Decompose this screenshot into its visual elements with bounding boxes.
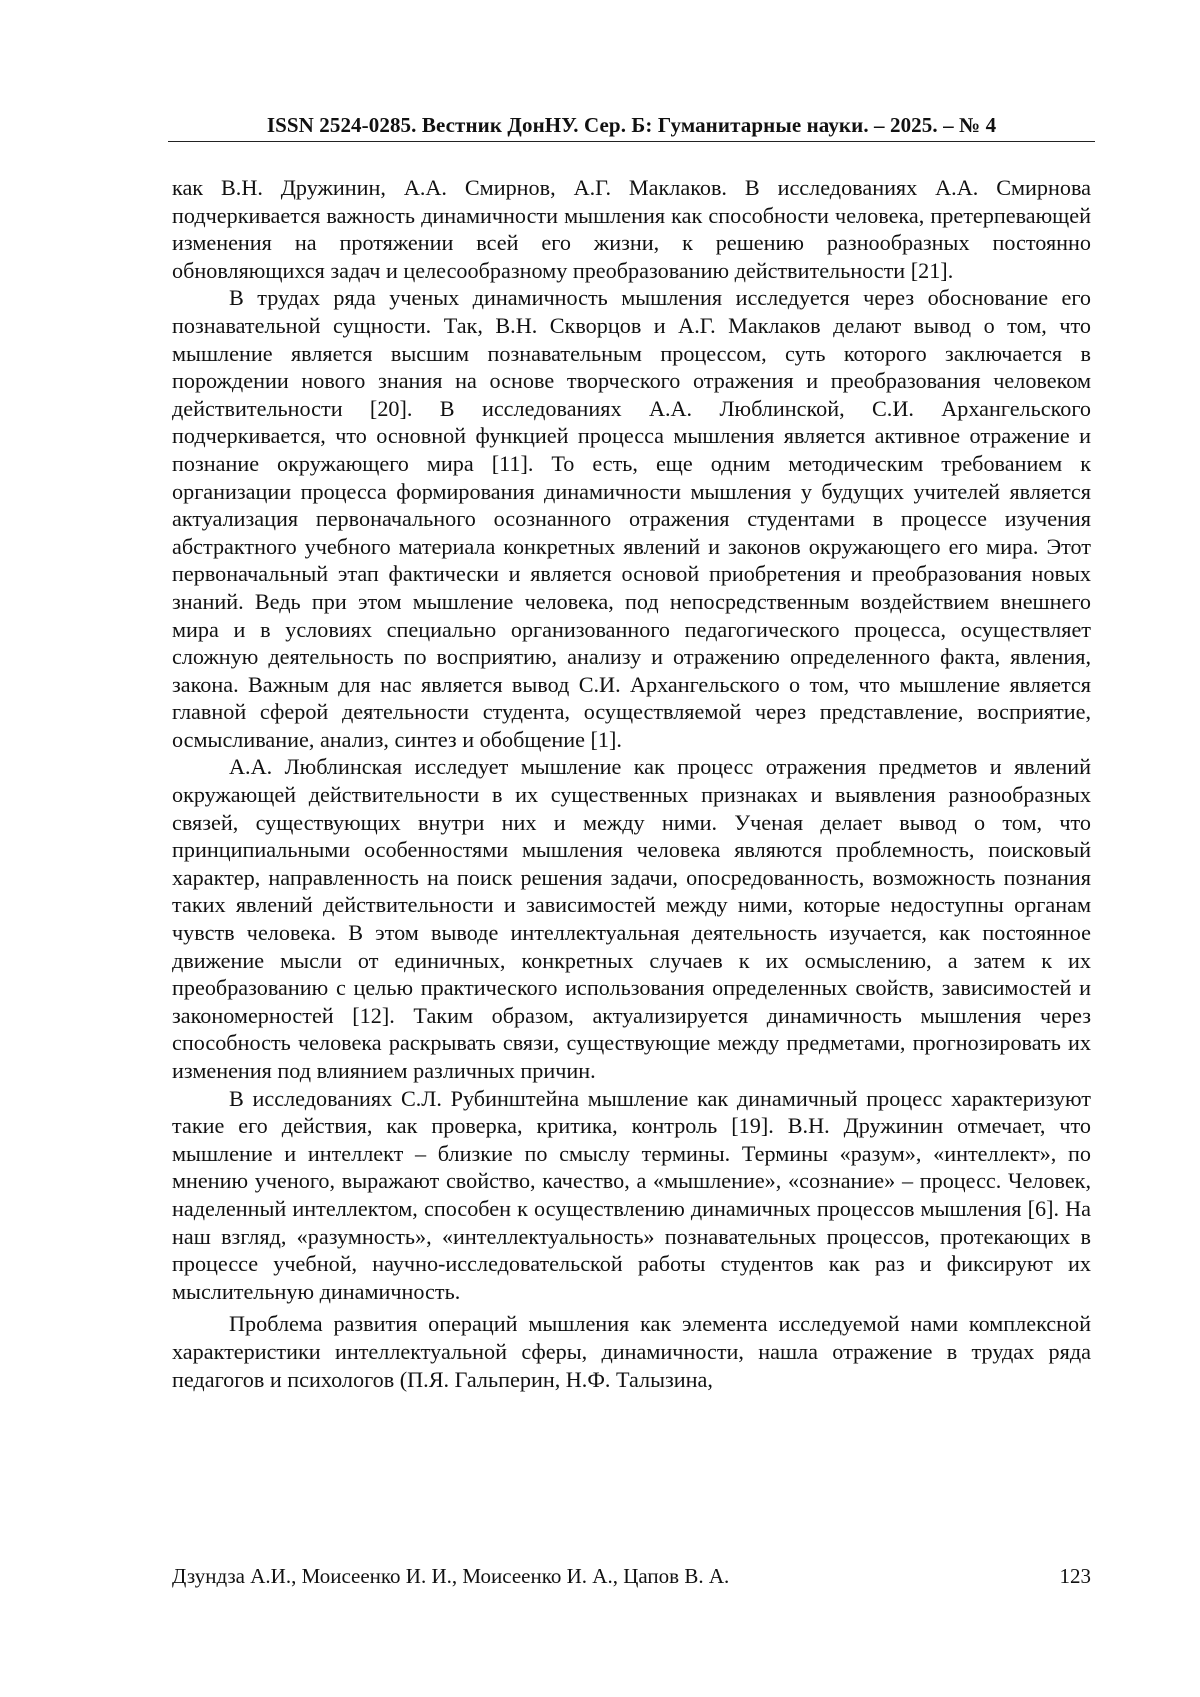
- paragraph: Проблема развития операций мышления как элемента исследуемой нами комплексной характеристики интеллектуальной сферы, динамичности, нашла отражение в трудах ряда педагогов и психологов (П.Я. Гальперин, Н.Ф. Талызина,: [172, 1311, 1091, 1392]
- paragraph-continuation: как В.Н. Дружинин, А.А. Смирнов, А.Г. Маклаков. В исследованиях А.А. Смирнова подчеркивается важность динамичности мышления как способности человека, претерпевающей изменения на протяжении всей его жизни, к решению разнообразных постоянно обновляющихся задач и целесообразному преобразованию действительности [21].: [172, 175, 1091, 283]
- paragraph: А.А. Люблинская исследует мышление как процесс отражения предметов и явлений окружающей действительности в их существенных признаках и выявления разнообразных связей, существующих внутри них и между ними. Ученая делает вывод о том, что принципиальными особенностями мышления человека являются проблемность, поисковый характер, направленность на поиск решения задачи, опосредованность, возможность познания таких явлений действительности и зависимостей между ними, которые недоступны органам чувств человека. В этом выводе интеллектуальная деятельность изучается, как постоянное движение мысли от единичных, конкретных случаев к их осмыслению, а затем к их преобразованию с целью практического использования определенных свойств, зависимостей и закономерностей [12]. Таким образом, актуализируется динамичность мышления через способность человека раскрывать связи, существующие между предметами, прогнозировать их изменения под влиянием различных причин.: [172, 754, 1091, 1083]
- footer-authors: Дзундза А.И., Моисеенко И. И., Моисеенко И. А., Цапов В. А.: [172, 1564, 730, 1588]
- running-header: ISSN 2524-0285. Вестник ДонНУ. Сер. Б: Гуманитарные науки. – 2025. – № 4: [266, 113, 997, 137]
- header-rule: [168, 141, 1095, 142]
- page-number: 123: [1059, 1564, 1091, 1588]
- paragraph: В исследованиях С.Л. Рубинштейна мышление как динамичный процесс характеризуют такие его действия, как проверка, критика, контроль [19]. В.Н. Дружинин отмечает, что мышление и интеллект – близкие по смыслу термины. Термины «разум», «интеллект», по мнению ученого, выражают свойство, качество, а «мышление», «сознание» – процесс. Человек, наделенный интеллектом, способен к осуществлению динамичных процессов мышления [6]. На наш взгляд, «разумность», «интеллектуальность» познавательных процессов, протекающих в процессе учебной, научно-исследовательской работы студентов как раз и фиксируют их мыслительную динамичность.: [172, 1085, 1091, 1304]
- article-body: [172, 174, 1091, 1393]
- paragraph: В трудах ряда ученых динамичность мышления исследуется через обоснование его познавательной сущности. Так, В.Н. Скворцов и А.Г. Маклаков делают вывод о том, что мышление является высшим познавательным процессом, суть которого заключается в порождении нового знания на основе творческого отражения и преобразования человеком действительности [20]. В исследованиях А.А. Люблинской, С.И. Архангельского подчеркивается, что основной функцией процесса мышления является активное отражение и познание окружающего мира [11]. То есть, еще одним методическим требованием к организации процесса формирования динамичности мышления у будущих учителей является актуализация первоначального осознанного отражения студентами в процессе изучения абстрактного учебного материала конкретных явлений и законов окружающего его мира. Этот первоначальный этап фактически и является основой приобретения и преобразования новых знаний. Ведь при этом мышление человека, под непосредственным воздействием внешнего мира и в условиях специально организованного педагогического процесса, осуществляет сложную деятельность по восприятию, анализу и отражению определенного факта, явления, закона. Важным для нас является вывод С.И. Архангельского о том, что мышление является главной сферой деятельности студента, осуществляемой через представление, восприятие, осмысливание, анализ, синтез и обобщение [1].: [172, 285, 1091, 752]
